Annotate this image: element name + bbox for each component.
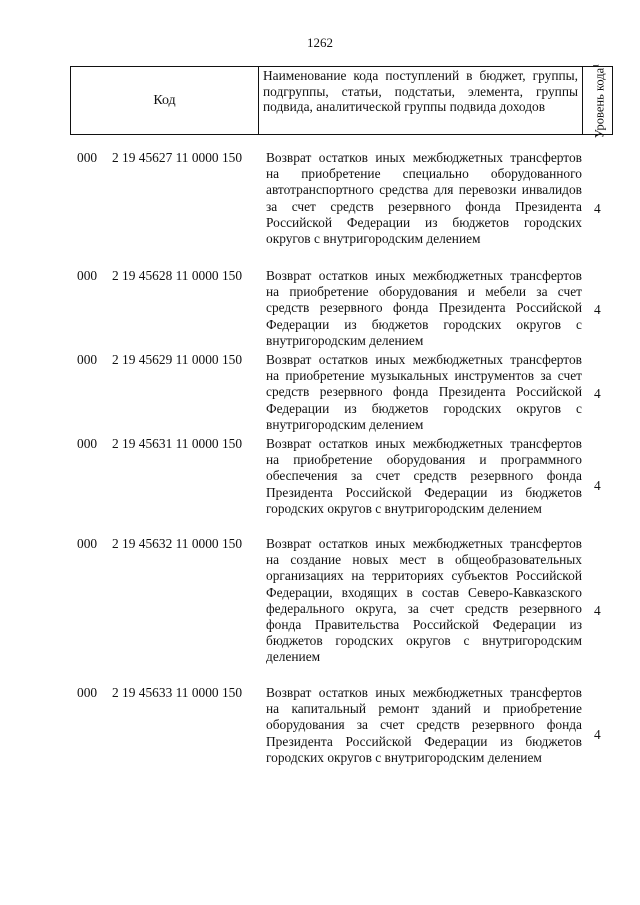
row-prefix: 000 xyxy=(77,352,98,367)
table-row xyxy=(0,150,640,268)
table-row xyxy=(0,536,640,685)
row-prefix: 000 xyxy=(77,536,98,551)
table-row xyxy=(0,685,640,785)
row-name: Возврат остатков иных межбюджетных трансфертов на приобретение оборудования и программного обеспечения за счет средств резервного фонда Президента Российской Федерации из бюджетов городских округов с внутригородским делением xyxy=(266,436,582,516)
table-row xyxy=(0,352,640,436)
row-level: 4 xyxy=(594,602,601,618)
row-level: 4 xyxy=(594,201,601,216)
table-row xyxy=(0,436,640,536)
header-level-column xyxy=(583,63,612,138)
row-code: 2 19 45629 11 0000 150 xyxy=(112,352,243,367)
table-header xyxy=(70,63,613,138)
row-prefix: 000 xyxy=(77,436,98,451)
row-prefix: 000 xyxy=(77,150,98,165)
table-body xyxy=(0,150,640,785)
row-code: 2 19 45631 11 0000 150 xyxy=(112,436,243,451)
row-prefix: 000 xyxy=(77,268,98,283)
row-code: 2 19 45632 11 0000 150 xyxy=(112,536,243,551)
page-number: 1262 xyxy=(307,35,333,50)
row-code: 2 19 45627 11 0000 150 xyxy=(112,150,243,165)
table-row xyxy=(0,268,640,352)
header-name-column: Наименование кода поступлений в бюджет, группы, подгруппы, статьи, подстатьи, элемента, группы подвида, аналитической группы подвида доходов xyxy=(259,67,583,134)
header-level-label xyxy=(590,63,605,137)
header-level-footnote: 1 xyxy=(590,63,600,68)
row-name: Возврат остатков иных межбюджетных трансфертов на приобретение музыкальных инструментов за счет средств резервного фонда Президента Российской Федерации из бюджетов городских округов с внутригородским делением xyxy=(266,352,582,432)
row-name: Возврат остатков иных межбюджетных трансфертов на приобретение специально оборудованного автотранспортного средства для перевозки инвалидов за счет средств резервного фонда Президента Российской Федерации из бюджетов городских округов с внутригородским делением xyxy=(266,150,582,247)
row-level: 4 xyxy=(594,302,601,317)
row-level: 4 xyxy=(594,386,601,401)
row-level: 4 xyxy=(594,727,601,742)
row-name: Возврат остатков иных межбюджетных трансфертов на приобретение оборудования и мебели за счет средств резервного фонда Президента Российской Федерации из бюджетов городских округов с внутригородским делением xyxy=(266,268,582,348)
header-level-text: Уровень кода xyxy=(592,67,607,138)
header-code-column: Код xyxy=(71,67,259,134)
row-code: 2 19 45628 11 0000 150 xyxy=(112,268,243,283)
row-prefix: 000 xyxy=(77,685,98,700)
row-name: Возврат остатков иных межбюджетных трансфертов на создание новых мест в общеобразовательных организациях на территориях субъектов Российской Федерации, входящих в состав Северо-Кавказского федерального округа, за счет средств резервного фонда Правительства Российской Федерации из бюджетов городских округов с внутригородским делением xyxy=(266,536,582,665)
row-level: 4 xyxy=(594,478,601,493)
row-code: 2 19 45633 11 0000 150 xyxy=(112,685,243,700)
row-name: Возврат остатков иных межбюджетных трансфертов на капитальный ремонт зданий и приобретение оборудования за счет средств резервного фонда Президента Российской Федерации из бюджетов городских округов с внутригородским делением xyxy=(266,685,582,765)
